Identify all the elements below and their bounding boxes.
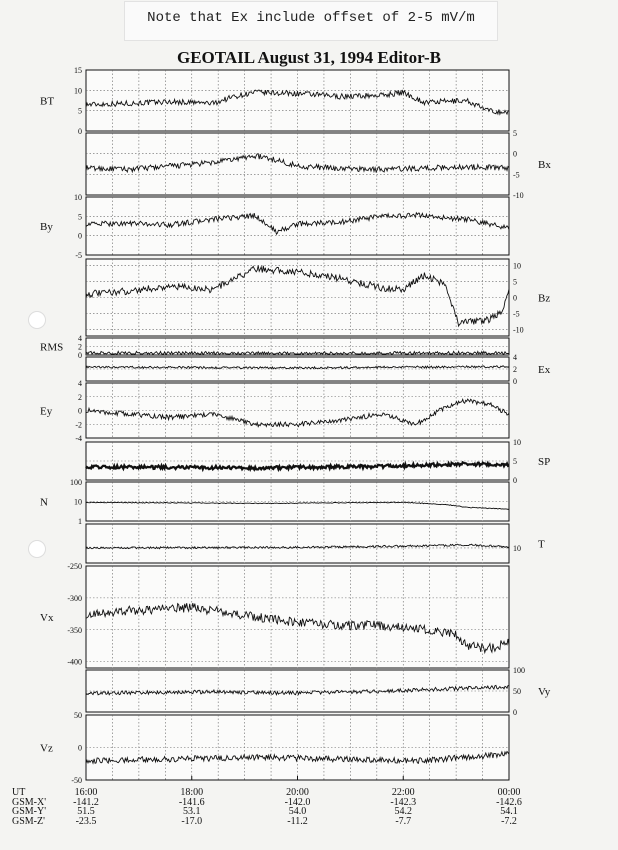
tick-label-ey: 4	[78, 379, 82, 388]
footer-column	[162, 788, 222, 826]
tick-label-vy: 100	[513, 666, 525, 675]
footer-column	[479, 788, 539, 826]
footer-value-y: 54.2	[394, 806, 412, 817]
footer-value-z: -7.7	[395, 815, 412, 827]
tick-label-ey: 0	[78, 406, 82, 416]
panel-label-vz: Vz	[40, 742, 53, 755]
tick-label-n: 1	[78, 517, 82, 526]
footer-value-x: -142.0	[284, 796, 311, 808]
tick-label-vy: 50	[513, 687, 521, 696]
tick-label-vz: 0	[78, 743, 82, 753]
panel-label-bx: Bx	[538, 159, 551, 171]
tick-label-bz: 10	[513, 261, 521, 271]
tick-label-bx: -5	[513, 170, 520, 180]
footer-column	[56, 788, 116, 826]
footer-value-y: 54.0	[288, 806, 307, 817]
tick-label-by: 5	[78, 212, 82, 222]
footer-value-z: -23.5	[75, 815, 97, 827]
tick-label-vx: -300	[67, 593, 82, 603]
tick-label-by: 0	[78, 231, 82, 241]
footer-value-x: -141.2	[73, 796, 99, 808]
footer-value-ut: 16:00	[74, 787, 98, 798]
tick-label-sp: 10	[513, 438, 521, 447]
panel-label-ey: Ey	[40, 405, 53, 418]
panel-label-sp: SP	[538, 456, 551, 468]
panel-label-vy: Vy	[538, 686, 551, 698]
tick-label-ex: 4	[513, 353, 517, 362]
tick-label-bt: 5	[78, 106, 82, 116]
panel-label-by: By	[40, 221, 53, 233]
tick-label-rms: 0	[78, 351, 82, 360]
offset-note: Note that Ex include offset of 2-5 mV/m	[124, 1, 498, 41]
tick-label-vz: 50	[74, 711, 82, 720]
tick-label-vx: -400	[67, 657, 82, 667]
footer-value-z: -17.0	[181, 815, 203, 827]
tick-label-ey: -2	[75, 420, 82, 430]
footer-value-ut: 22:00	[391, 787, 415, 798]
tick-label-bt: 0	[78, 127, 82, 136]
chart-title: GEOTAIL August 31, 1994 Editor-B	[176, 48, 442, 67]
tick-label-ey: 2	[78, 392, 82, 402]
footer-label-gsm-z: GSM-Z'	[12, 815, 45, 827]
footer-value-z: -7.2	[501, 815, 517, 827]
tick-label-sp: 0	[513, 476, 517, 485]
tick-label-bx: -10	[513, 191, 524, 200]
tick-label-bx: 5	[513, 129, 517, 138]
tick-label-vz: -50	[71, 776, 82, 785]
footer-column	[373, 788, 433, 826]
footer-value-ut: 00:00	[497, 787, 521, 798]
footer-value-z: -11.2	[287, 815, 308, 827]
tick-label-rms: 4	[78, 334, 82, 343]
tick-label-t: 10	[513, 543, 521, 553]
tick-label-by: -5	[75, 251, 82, 260]
tick-label-ex: 0	[513, 377, 517, 386]
panel-label-bz: Bz	[538, 292, 551, 305]
panel-label-vx: Vx	[40, 612, 54, 624]
panel-label-t: T	[538, 538, 545, 551]
footer-value-y: 51.5	[77, 806, 95, 817]
panel-label-bt: BT	[40, 95, 55, 108]
tick-label-vy: 0	[513, 708, 517, 717]
tick-label-sp: 5	[513, 457, 517, 466]
tick-label-bx: 0	[513, 149, 517, 159]
footer-labels	[12, 788, 46, 826]
tick-label-vx: -350	[67, 625, 82, 635]
tick-label-bz: -10	[513, 325, 524, 335]
tick-label-n: 100	[70, 478, 82, 487]
panel-frame-t	[86, 524, 509, 563]
footer-value-x: -141.6	[178, 796, 205, 808]
footer-column	[268, 788, 328, 826]
footer-value-y: 54.1	[500, 806, 518, 817]
footer-value-y: 53.1	[183, 806, 201, 817]
panel-label-rms: RMS	[40, 341, 64, 354]
footer-value-x: -142.6	[496, 796, 522, 808]
footer-value-ut: 20:00	[286, 787, 309, 798]
tick-label-bz: -5	[513, 309, 520, 319]
footer-label-ut: UT	[12, 787, 26, 798]
footer-label-gsm-y: GSM-Y'	[12, 806, 47, 817]
tick-label-ey: -4	[75, 434, 82, 443]
tick-label-bz: 5	[513, 277, 517, 287]
footer-value-x: -142.3	[390, 796, 417, 808]
panel-label-n: N	[40, 496, 48, 509]
tick-label-bt: 10	[74, 86, 82, 96]
footer-label-gsm-x: GSM-X'	[12, 796, 47, 808]
tick-label-n: 10	[74, 497, 82, 507]
panel-label-ex: Ex	[538, 364, 551, 376]
tick-label-by: 10	[74, 193, 82, 202]
tick-label-ex: 2	[513, 365, 517, 374]
tick-label-bz: 0	[513, 293, 517, 303]
tick-label-rms: 2	[78, 342, 82, 352]
footer-value-ut: 18:00	[180, 787, 204, 798]
tick-label-vx: -250	[67, 562, 82, 571]
tick-label-bt: 15	[74, 66, 82, 75]
